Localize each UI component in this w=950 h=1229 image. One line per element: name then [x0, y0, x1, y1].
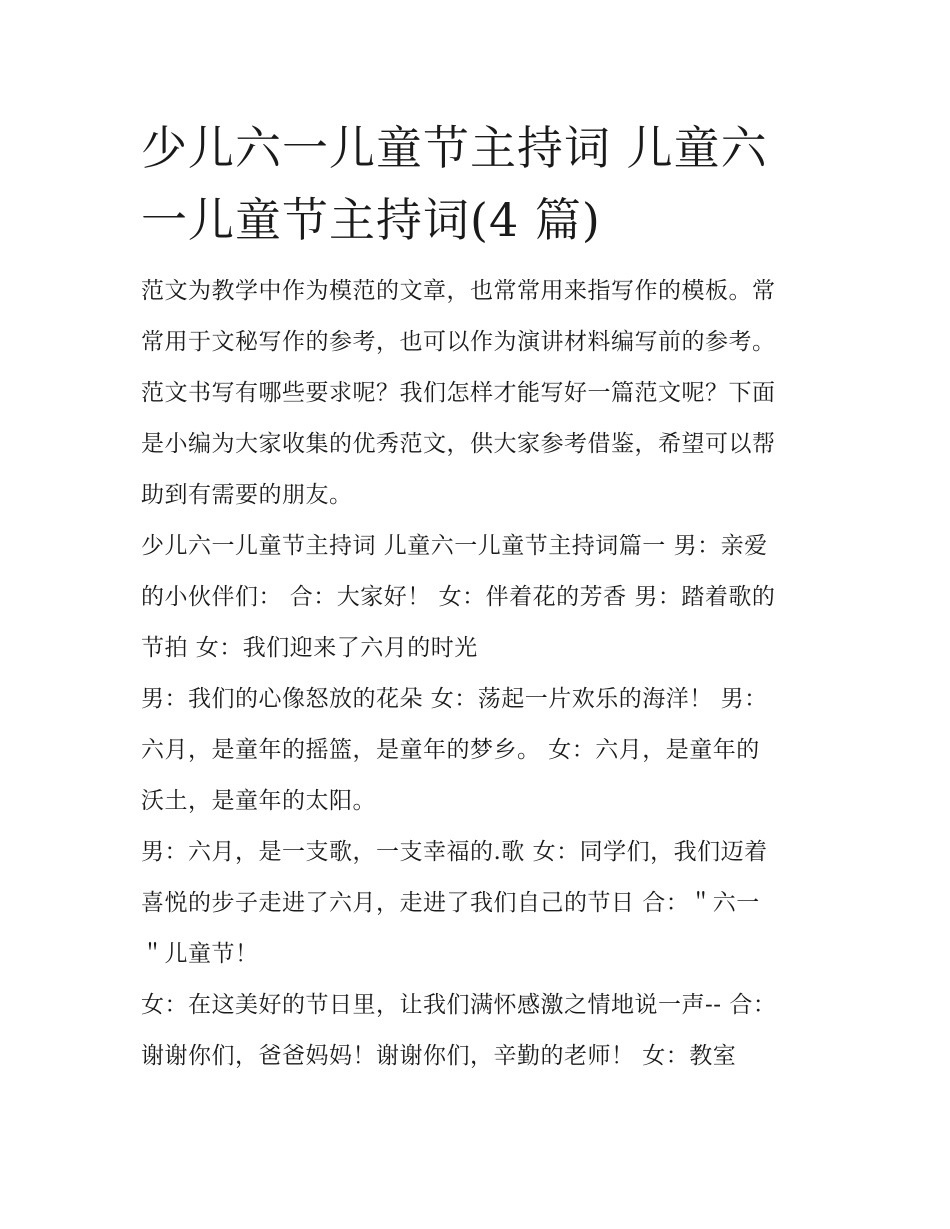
- document-title: 少儿六一儿童节主持词 儿童六 一儿童节主持词(4 篇): [141, 121, 768, 247]
- paragraph-song: 男：六月，是一支歌，一支幸福的.歌 女：同学们，我们迈着 喜悦的步子走进了六月，走进了我们自己的节日 合：＂六一 ＂儿童节！: [141, 839, 768, 967]
- paragraph-opening: 少儿六一儿童节主持词 儿童六一儿童节主持词篇一 男：亲爱 的小伙伴们： 合：大家好！ 女：伴着花的芳香 男：踏着歌的 节拍 女：我们迎来了六月的时光: [141, 533, 776, 661]
- paragraph-thanks: 女：在这美好的节日里，让我们满怀感激之情地说一声-- 合： 谢谢你们，爸爸妈妈！谢谢你们，辛勤的老师！ 女：教室: [141, 992, 777, 1069]
- document-page: [141, 112, 811, 1082]
- paragraph-june: 男：我们的心像怒放的花朵 女：荡起一片欢乐的海洋！ 男： 六月，是童年的摇篮，是童年的梦乡。 女：六月，是童年的 沃土，是童年的太阳。: [141, 686, 768, 814]
- paragraph-intro: 范文为教学中作为模范的文章，也常常用来指写作的模板。常 常用于文秘写作的参考，也可以作为演讲材料编写前的参考。 范文书写有哪些要求呢？我们怎样才能写好一篇范文呢？下面 是小编为大家收集的优秀范文，供大家参考借鉴，希望可以帮 助到有需要的朋友。: [141, 278, 776, 508]
